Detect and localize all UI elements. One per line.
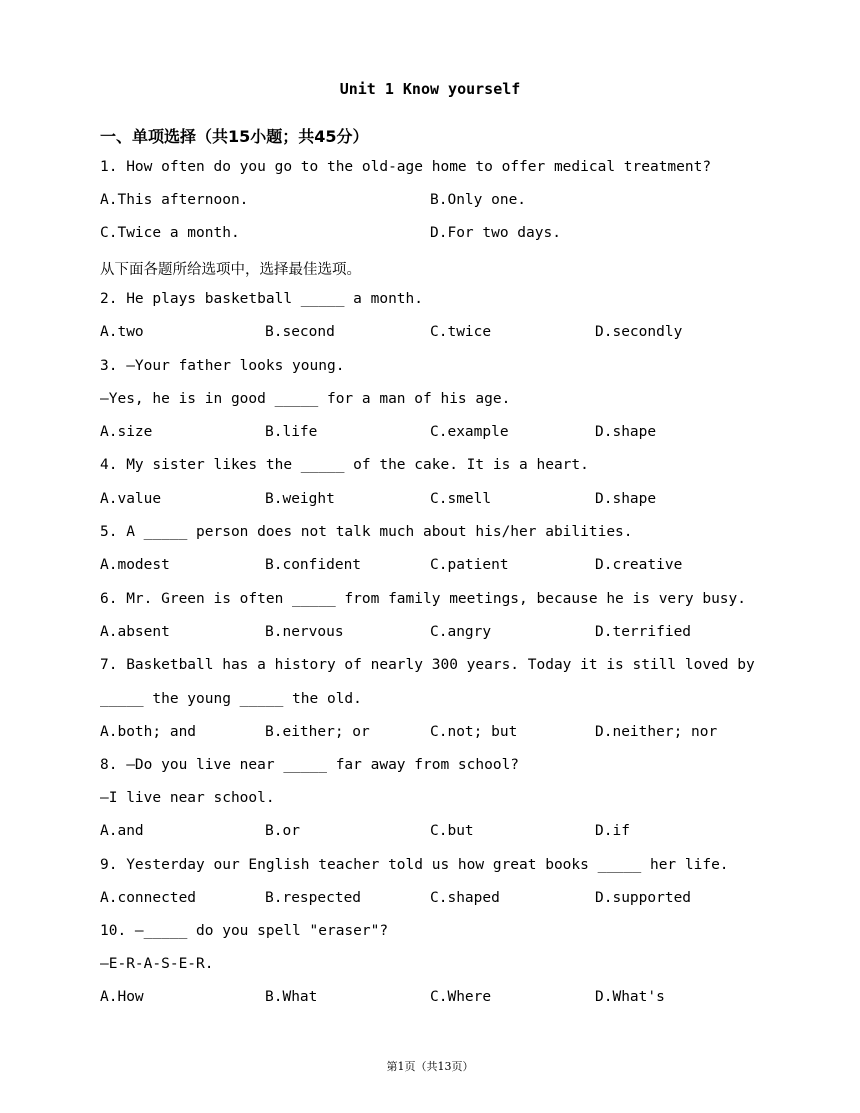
question-8-text-line-2: —I live near school. [100, 790, 275, 806]
question-9-option-c: C.shaped [430, 890, 500, 906]
instruction-text: 从下面各题所给选项中，选择最佳选项。 [100, 262, 361, 278]
question-9-text: 9. Yesterday our English teacher told us how great books _____ her life. [100, 857, 729, 873]
question-8-text: 8. —Do you live near _____ far away from school? [100, 757, 520, 773]
question-8-option-a: A.and [100, 823, 144, 839]
question-2-option-b: B.second [265, 324, 335, 340]
question-3-text-line-2: —Yes, he is in good _____ for a man of his age. [100, 391, 511, 407]
question-4-text: 4. My sister likes the _____ of the cake. It is a heart. [100, 457, 589, 473]
question-8-option-d: D.if [595, 823, 630, 839]
document-title: Unit 1 Know yourself [339, 80, 521, 98]
question-9-option-b: B.respected [265, 890, 362, 906]
question-6-option-d: D.terrified [595, 624, 692, 640]
question-3-option-c: C.example [430, 424, 509, 440]
question-5-option-d: D.creative [595, 557, 683, 573]
question-3-option-d: D.shape [595, 424, 657, 440]
question-1-option-d: D.For two days. [430, 225, 561, 241]
question-2-option-c: C.twice [430, 324, 492, 340]
question-9-option-a: A.connected [100, 890, 197, 906]
question-7-option-d: D.neither; nor [595, 724, 718, 740]
question-2-option-d: D.secondly [595, 324, 683, 340]
question-3-option-b: B.life [265, 424, 318, 440]
question-7-text-line-2: _____ the young _____ the old. [100, 691, 362, 707]
question-10-option-d: D.What's [595, 989, 665, 1005]
question-2-text: 2. He plays basketball _____ a month. [100, 291, 424, 307]
question-10-text: 10. —_____ do you spell "eraser"? [100, 923, 389, 939]
question-10-option-b: B.What [265, 989, 318, 1005]
question-7-option-b: B.either; or [265, 724, 370, 740]
question-4-option-a: A.value [100, 491, 162, 507]
question-6-option-c: C.angry [430, 624, 492, 640]
question-9-option-d: D.supported [595, 890, 692, 906]
question-4-option-d: D.shape [595, 491, 657, 507]
question-5-text: 5. A _____ person does not talk much about his/her abilities. [100, 524, 633, 540]
question-1-text: 1. How often do you go to the old-age home to offer medical treatment? [100, 159, 712, 175]
question-7-option-c: C.not; but [430, 724, 518, 740]
question-4-option-c: C.smell [430, 491, 492, 507]
question-6-option-b: B.nervous [265, 624, 344, 640]
question-7-text: 7. Basketball has a history of nearly 300 years. Today it is still loved by [100, 657, 755, 673]
question-2-option-a: A.two [100, 324, 144, 340]
question-7-option-a: A.both; and [100, 724, 197, 740]
question-1-option-b: B.Only one. [430, 192, 527, 208]
question-10-option-a: A.How [100, 989, 144, 1005]
question-5-option-b: B.confident [265, 557, 362, 573]
page-footer: 第1页（共13页） [386, 1060, 474, 1073]
question-3-text: 3. —Your father looks young. [100, 358, 345, 374]
section-heading: 一、单项选择（共15小题；共45分） [100, 127, 369, 146]
question-6-option-a: A.absent [100, 624, 170, 640]
question-1-option-c: C.Twice a month. [100, 225, 240, 241]
question-5-option-c: C.patient [430, 557, 509, 573]
question-1-option-a: A.This afternoon. [100, 192, 249, 208]
question-8-option-b: B.or [265, 823, 300, 839]
question-10-text-line-2: —E-R-A-S-E-R. [100, 956, 214, 972]
question-8-option-c: C.but [430, 823, 474, 839]
question-10-option-c: C.Where [430, 989, 492, 1005]
question-6-text: 6. Mr. Green is often _____ from family meetings, because he is very busy. [100, 591, 747, 607]
question-4-option-b: B.weight [265, 491, 335, 507]
question-3-option-a: A.size [100, 424, 153, 440]
question-5-option-a: A.modest [100, 557, 170, 573]
